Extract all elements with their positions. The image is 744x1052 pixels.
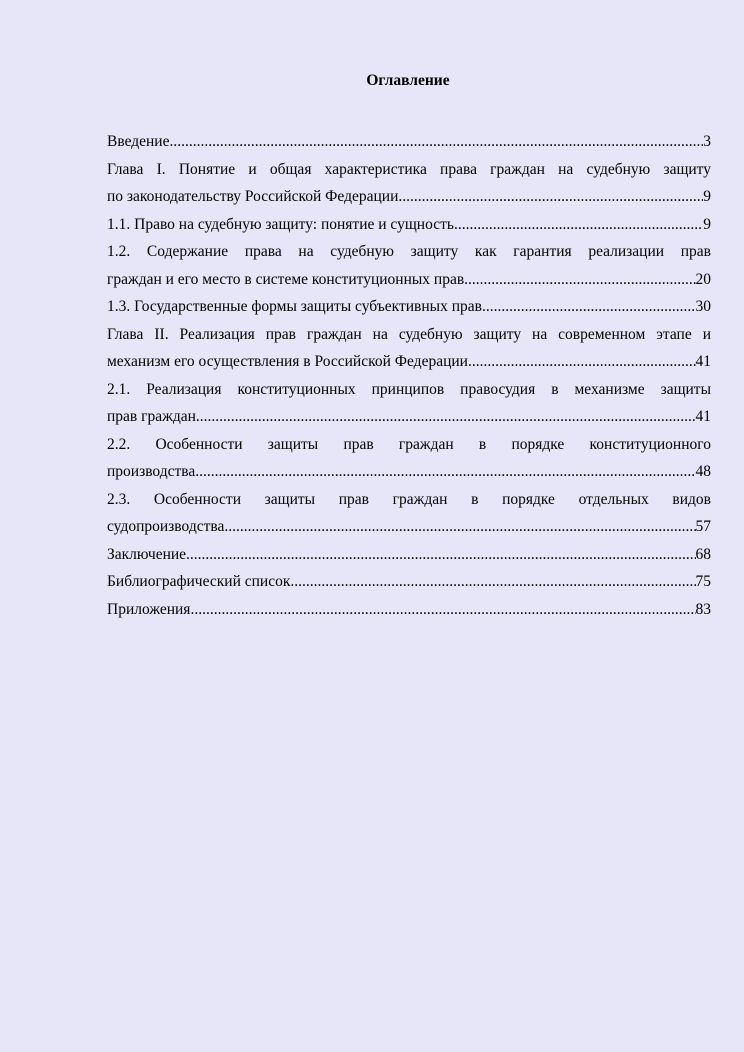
toc-entry[interactable] xyxy=(107,431,711,486)
toc-leader-dots xyxy=(169,128,703,156)
toc-leader-dots xyxy=(195,458,695,486)
toc-entry[interactable] xyxy=(107,211,711,239)
toc-page-number: 3 xyxy=(703,133,711,150)
toc-page-number: 20 xyxy=(695,270,711,288)
toc-page-number: 57 xyxy=(695,518,711,535)
toc-entry[interactable] xyxy=(107,321,711,376)
toc-entry-title-line: 2.3. Особенности защиты прав граждан в порядке отдельных видов xyxy=(107,490,711,508)
toc-entry[interactable] xyxy=(107,376,711,431)
toc-leader-dots xyxy=(464,266,695,294)
toc-page-number: 9 xyxy=(703,188,711,205)
toc-entry-title-line: 1.2. Содержание права на судебную защиту как гарантия реализации прав xyxy=(107,243,711,260)
toc-entry-line xyxy=(107,513,711,541)
toc-page-number: 41 xyxy=(695,353,711,370)
toc-entry-line xyxy=(107,596,711,624)
toc-entry-title: Заключение xyxy=(107,545,187,563)
toc-entry-line xyxy=(107,541,711,569)
toc-entry[interactable] xyxy=(107,486,711,541)
table-of-contents xyxy=(107,128,711,623)
toc-page-number: 41 xyxy=(695,408,711,425)
toc-page-number: 48 xyxy=(695,463,711,480)
toc-entry[interactable] xyxy=(107,293,711,321)
toc-entry-title: 1.3. Государственные формы защиты субъективных прав xyxy=(107,298,482,315)
toc-entry-line xyxy=(107,183,711,211)
toc-entry[interactable] xyxy=(107,541,711,569)
toc-entry-title: судопроизводства xyxy=(107,518,225,535)
toc-leader-dots xyxy=(468,348,696,376)
toc-page-number: 83 xyxy=(695,600,711,618)
toc-entry[interactable] xyxy=(107,568,711,596)
toc-entry-title-line: 2.2. Особенности защиты прав граждан в порядке конституционного xyxy=(107,435,711,453)
toc-leader-dots xyxy=(190,596,695,624)
toc-page-number: 30 xyxy=(695,298,711,315)
toc-entry-title: прав граждан xyxy=(107,408,196,425)
page-title: Оглавление xyxy=(366,72,450,89)
toc-entry-title: Приложения xyxy=(107,600,191,618)
toc-entry-line xyxy=(107,128,711,156)
toc-leader-dots xyxy=(482,293,696,321)
toc-entry-title: механизм его осуществления в Российской Федерации xyxy=(107,353,468,370)
toc-entry-line xyxy=(107,458,711,486)
toc-leader-dots xyxy=(398,183,703,211)
toc-entry-line xyxy=(107,211,711,239)
toc-page-number: 68 xyxy=(695,545,711,563)
toc-entry-title: 1.1. Право на судебную защиту: понятие и сущность xyxy=(107,215,454,233)
toc-entry-title: производства xyxy=(107,463,196,480)
toc-entry-line xyxy=(107,266,711,294)
toc-entry-title: граждан и его место в системе конституционных прав xyxy=(107,270,465,288)
toc-page-number: 75 xyxy=(695,573,711,590)
toc-entry[interactable] xyxy=(107,596,711,624)
toc-entry-line xyxy=(107,568,711,596)
toc-entry-title-line: 2.1. Реализация конституционных принципов правосудия в механизме защиты xyxy=(107,380,711,398)
toc-page-number: 9 xyxy=(703,215,711,233)
toc-entry-line xyxy=(107,293,711,321)
toc-leader-dots xyxy=(186,541,695,569)
toc-entry-title-line: Глава I. Понятие и общая характеристика права граждан на судебную защиту xyxy=(107,160,711,178)
toc-entry[interactable] xyxy=(107,128,711,156)
toc-leader-dots xyxy=(454,211,703,239)
toc-entry-title: по законодательству Российской Федерации xyxy=(107,188,399,205)
toc-entry[interactable] xyxy=(107,156,711,211)
toc-leader-dots xyxy=(290,568,695,596)
toc-entry-line xyxy=(107,348,711,376)
toc-leader-dots xyxy=(196,403,696,431)
toc-leader-dots xyxy=(224,513,695,541)
toc-entry-title: Библиографический список xyxy=(107,573,291,590)
toc-entry-title-line: Глава II. Реализация прав граждан на судебную защиту на современном этапе и xyxy=(107,325,711,343)
toc-entry-line xyxy=(107,403,711,431)
toc-entry[interactable] xyxy=(107,238,711,293)
toc-entry-title: Введение xyxy=(107,133,170,150)
